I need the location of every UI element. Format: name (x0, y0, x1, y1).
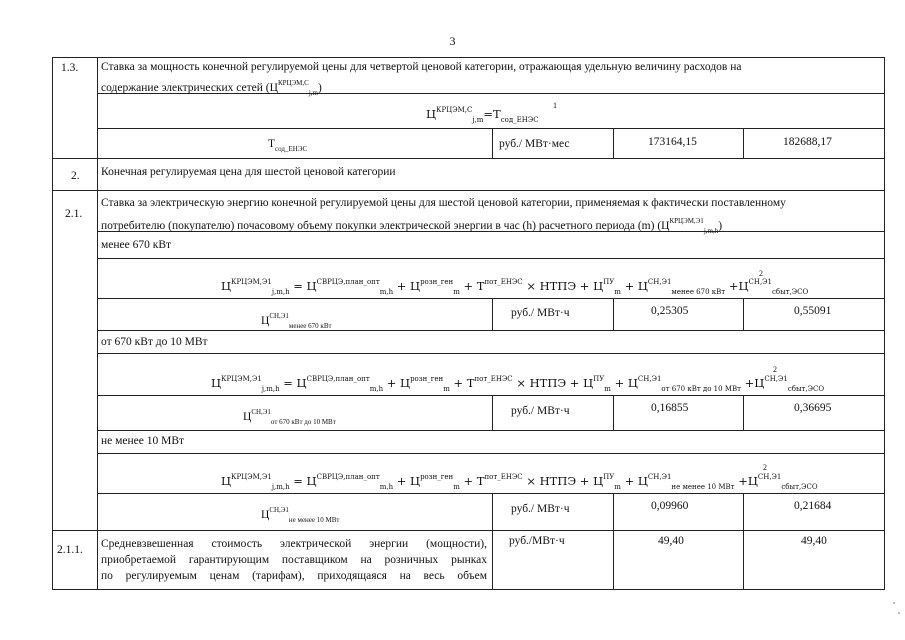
group-2-formula: $Ц^{КРЦЭМ,Э1}_{j,m,h} = Ц^{СВРЦЭ,план\_опт}_{m,h} + Ц^{розн\_ген}_m + Т^{пот\_ЕНЭС}$ × НТПЭ + $Ц^{ПУ}_m + Ц^{СН,Э1}_{от 670 кВт до 10 МВт} +Ц^{СН,Э1}_{сбыт,ЭСО}$ (211, 375, 825, 393)
group-1-value-1: 0,25305 (651, 305, 689, 317)
row-2-1-1-value-1: 49,40 (658, 535, 684, 547)
row-1-3-number: 1.3. (61, 62, 79, 74)
row-2-1-text-line2: потребителю (покупателю) почасовому объему покупки электрической энергии в час (h) расчетного периода (m) $(Ц^{КРЦЭМ,Э1}_{j,m,h})$ (101, 217, 723, 235)
row-1-3-value-1: 173164,15 (648, 136, 697, 148)
row-1-3-text-line2: содержание электрических сетей $(Ц^{КРЦЭМ,С}_{j,m})$ (101, 79, 322, 97)
row-2-1-1-line3: по регулируемым ценам (тарифам), приходящаяся на весь объем (101, 570, 487, 582)
row-2-1-1-number: 2.1.1. (57, 544, 83, 556)
group-1-formula: $Ц^{КРЦЭМ,Э1}_{j,m,h} = Ц^{СВРЦЭ,план\_опт}_{m,h} + Ц^{розн\_ген}_m + Т^{пот\_ЕНЭС}$ × НТПЭ + $Ц^{ПУ}_m + Ц^{СН,Э1}_{менее 670 кВт} +Ц^{СН,Э1}_{сбыт,ЭСО}$ (221, 278, 809, 296)
page-number: 3 (449, 34, 456, 48)
row-1-3-label: $Т_{сод\_ЕНЭС}$ (268, 138, 308, 153)
scan-speck (893, 602, 895, 604)
group-1-unit: руб./ МВт·ч (511, 307, 570, 319)
group-3-value-2: 0,21684 (794, 500, 832, 512)
tariff-table (52, 57, 885, 590)
row-2-1-text-line1: Ставка за электрическую энергию конечной регулируемой цены для шестой ценовой категории, применяемая к фактически поставленному (101, 197, 786, 209)
footnote-2: 2 (759, 269, 763, 278)
group-2-title: от 670 кВт до 10 МВт (101, 336, 208, 348)
group-2-value-1: 0,16855 (651, 402, 689, 414)
group-3-title: не менее 10 МВт (101, 435, 185, 447)
footnote-1: 1 (553, 101, 557, 110)
row-2-text: Конечная регулируемая цена для шестой ценовой категории (101, 166, 396, 178)
group-3-label: $Ц^{СН,Э1}_{не менее 10 МВт}$ (261, 506, 340, 524)
group-3-formula: $Ц^{КРЦЭМ,Э1}_{j,m,h} = Ц^{СВРЦЭ,план\_опт}_{m,h} + Ц^{розн\_ген}_m + Т^{пот\_ЕНЭС}$ × НТПЭ + $Ц^{ПУ}_m + Ц^{СН,Э1}_{не менее 10 МВт} +Ц^{СН,Э1}_{сбыт,ЭСО}$ (221, 473, 818, 491)
row-1-3-value-2: 182688,17 (783, 136, 832, 148)
row-2-1-number: 2.1. (65, 208, 83, 220)
row-2-1-1-value-2: 49,40 (801, 535, 827, 547)
scan-speck (898, 612, 900, 614)
row-2-1-1-line2: приобретаемой гарантирующим поставщиком на розничных рынках (101, 554, 487, 566)
group-2-value-2: 0,36695 (794, 402, 832, 414)
row-1-3-text-line1: Ставка за мощность конечной регулируемой цены для четвертой ценовой категории, отражающая удельную величину расходов на (101, 61, 742, 73)
footnote-2c: 2 (763, 463, 767, 472)
row-1-3-formula: $Ц^{КРЦЭМ,С}_{j,m}=Т_{сод\_ЕНЭС}$ (426, 106, 539, 124)
group-2-label: $Ц^{СН,Э1}_{от 670 кВт до 10 МВт}$ (243, 408, 336, 426)
group-3-unit: руб./ МВт·ч (511, 503, 570, 515)
group-1-value-2: 0,55091 (794, 305, 832, 317)
group-1-title: менее 670 кВт (101, 239, 172, 251)
group-2-unit: руб./ МВт·ч (511, 405, 570, 417)
row-2-1-1-line1: Средневзвешенная стоимость электрической энергии (мощности), (101, 538, 487, 550)
footnote-2b: 2 (773, 365, 777, 374)
row-2-1-1-unit: руб./МВт·ч (509, 535, 565, 547)
group-1-label: $Ц^{СН,Э1}_{менее 670 кВт}$ (261, 312, 332, 330)
row-2-number: 2. (71, 170, 80, 182)
group-3-value-1: 0,09960 (651, 500, 689, 512)
row-1-3-unit: руб./ МВт·мес (499, 138, 570, 150)
